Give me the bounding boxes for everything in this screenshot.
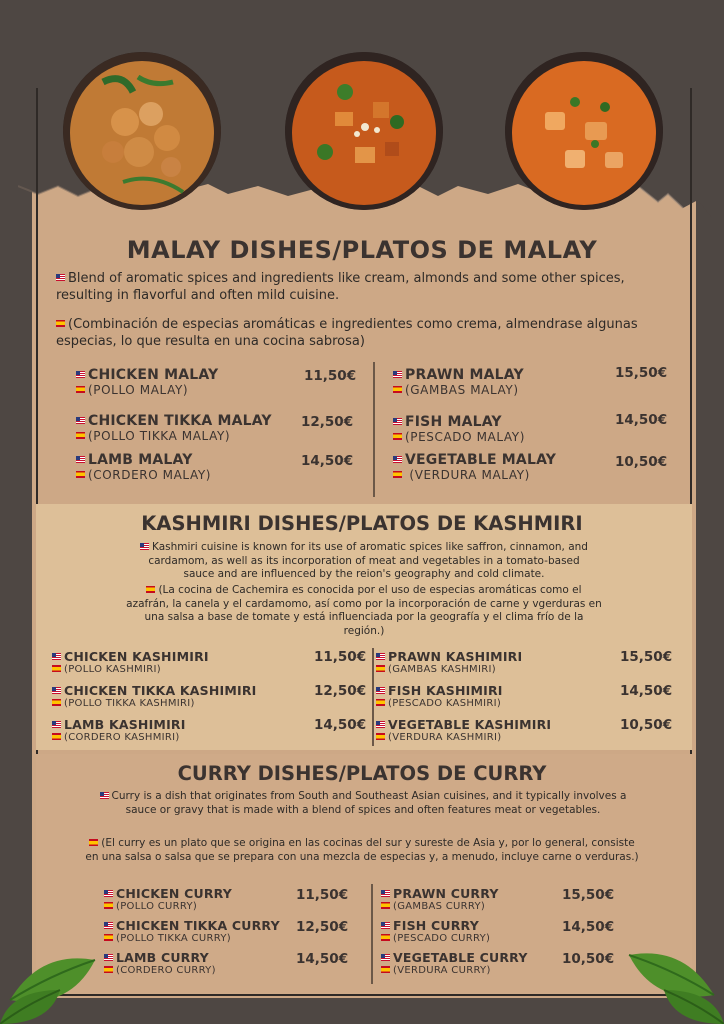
item-sub: (POLLO KASHMIRI) [64,664,161,675]
menu-item [381,950,528,976]
menu-item [52,649,209,675]
chicken-curry-plate [505,52,663,210]
item-name: CHICKEN TIKKA CURRY [116,918,280,933]
us-flag-icon [56,274,65,281]
spain-flag-icon [52,699,61,706]
spain-flag-icon [104,902,113,909]
item-price: 14,50€ [296,951,349,967]
kashmiri-desc-es [126,584,602,638]
curry-desc-es-text: (El curry es un plato que se origina en las cocinas del sur y sureste de Asia y, por lo general, consiste en una salsa o salsa que se prepara con una mezcla de especias y, a menudo, incluye carne o verduras.) [85,837,639,863]
item-name: PRAWN KASHIMIRI [388,649,523,664]
item-price: 11,50€ [304,368,357,384]
item-sub: (POLLO CURRY) [116,901,198,912]
spain-flag-icon [146,586,155,593]
item-sub: (POLLO MALAY) [88,383,189,397]
malay-column-divider [373,362,375,497]
prawn-curry-plate [63,52,221,210]
item-price: 12,50€ [314,683,367,699]
menu-item [76,452,211,482]
curry-desc-en-text: Curry is a dish that originates from South and Southeast Asian cuisines, and it typically involves a sauce or gravy that is made with a blend of spices and often features meat or vegetables. [111,790,627,816]
kashmiri-title: KASHMIRI DISHES/PLATOS DE KASHMIRI [141,512,583,535]
item-name: CHICKEN TIKKA KASHIMIRI [64,683,257,698]
menu-item [393,367,524,397]
spain-flag-icon [393,471,402,478]
item-name: LAMB CURRY [116,950,209,965]
spain-flag-icon [89,839,98,846]
item-sub: (GAMBAS CURRY) [393,901,486,912]
spain-flag-icon [376,665,385,672]
item-price: 15,50€ [620,649,673,665]
us-flag-icon [381,954,390,961]
item-name: CHICKEN KASHIMIRI [64,649,209,664]
us-flag-icon [376,653,385,660]
item-price: 11,50€ [314,649,367,665]
item-sub: (CORDERO KASHMIRI) [64,732,180,743]
kashmiri-column-divider [372,648,374,746]
item-sub: (GAMBAS KASHMIRI) [388,664,496,675]
item-price: 10,50€ [620,717,673,733]
item-price: 10,50€ [615,454,668,470]
item-price: 15,50€ [615,365,668,381]
menu-item [376,649,522,675]
spain-flag-icon [393,433,402,440]
malay-desc-es [56,316,656,350]
spain-flag-icon [76,386,85,393]
item-sub: (PESCADO CURRY) [393,933,491,944]
item-price: 14,50€ [301,453,354,469]
us-flag-icon [76,417,85,424]
us-flag-icon [376,721,385,728]
menu-item [376,683,503,709]
spain-flag-icon [376,699,385,706]
menu-item [381,918,490,944]
item-name: PRAWN MALAY [405,367,524,383]
item-sub: (POLLO TIKKA KASHMIRI) [64,698,195,709]
item-name: VEGETABLE MALAY [405,452,557,468]
item-price: 14,50€ [620,683,673,699]
item-sub: (PESCADO KASHMIRI) [388,698,502,709]
kashmiri-desc-en-text: Kashmiri cuisine is known for its use of aromatic spices like saffron, cinnamon, and cardamom, as well as its incorporation of meat and vegetables in a tomato-based sauce and are influenced by the reion's geography and cold climate. [148,541,588,580]
us-flag-icon [76,371,85,378]
us-flag-icon [100,792,109,799]
menu-item [376,717,551,743]
curry-desc-en [98,790,628,817]
basil-leaves-left [0,930,110,1024]
menu-item [393,414,525,444]
us-flag-icon [381,922,390,929]
item-price: 14,50€ [615,412,668,428]
spain-flag-icon [393,386,402,393]
item-price: 12,50€ [296,919,349,935]
menu-item [104,918,280,944]
malay-desc-en [56,270,656,304]
item-price: 11,50€ [296,887,349,903]
spain-flag-icon [376,733,385,740]
kashmiri-desc-en [136,541,592,582]
menu-item [104,886,232,912]
us-flag-icon [76,456,85,463]
malay-desc-es-text: (Combinación de especias aromáticas e ingredientes como crema, almendrase algunas especias, lo que resulta en una cocina sabrosa) [56,317,638,349]
kashmiri-desc-es-text: (La cocina de Cachemira es conocida por el uso de especias aromáticas como el azafrán, la canela y el cardamomo, así como por la incorporación de carne y vgerduras en una salsa a base de tomate y está influenciada por la geografía y el clima frío de la región.) [126,584,602,637]
us-flag-icon [393,456,402,463]
item-sub: (VERDURA KASHMIRI) [388,732,502,743]
curry-column-divider [371,884,373,984]
item-name: LAMB MALAY [88,452,193,468]
us-flag-icon [52,653,61,660]
item-price: 10,50€ [562,951,615,967]
menu-item [76,367,218,397]
us-flag-icon [381,890,390,897]
spain-flag-icon [76,471,85,478]
menu-item [104,950,216,976]
item-price: 12,50€ [301,414,354,430]
spain-flag-icon [52,733,61,740]
us-flag-icon [104,890,113,897]
item-price: 14,50€ [562,919,615,935]
item-name: PRAWN CURRY [393,886,499,901]
spain-flag-icon [381,966,390,973]
item-sub: (POLLO TIKKA MALAY) [88,429,231,443]
menu-item [393,452,556,482]
spain-flag-icon [56,320,65,327]
item-name: VEGETABLE CURRY [393,950,528,965]
item-name: LAMB KASHIMIRI [64,717,186,732]
menu-item [381,886,499,912]
item-name: FISH MALAY [405,414,502,430]
curry-title: CURRY DISHES/PLATOS DE CURRY [177,762,547,785]
us-flag-icon [376,687,385,694]
us-flag-icon [104,922,113,929]
item-sub: (CORDERO MALAY) [88,468,212,482]
menu-item [76,413,272,443]
item-sub: (PESCADO MALAY) [405,430,526,444]
us-flag-icon [393,418,402,425]
item-name: FISH KASHIMIRI [388,683,503,698]
us-flag-icon [52,687,61,694]
frame-bottom-line [36,994,692,996]
item-name: FISH CURRY [393,918,479,933]
spain-flag-icon [52,665,61,672]
malay-title: MALAY DISHES/PLATOS DE MALAY [126,236,598,264]
us-flag-icon [140,543,149,550]
malay-desc-en-text: Blend of aromatic spices and ingredients like cream, almonds and some other spices, resulting in flavorful and often mild cuisine. [56,271,625,303]
spain-flag-icon [76,432,85,439]
vegetable-curry-plate [285,52,443,210]
item-sub: (POLLO TIKKA CURRY) [116,933,231,944]
item-sub: (VERDURA CURRY) [393,965,491,976]
spain-flag-icon [381,902,390,909]
item-sub: (VERDURA MALAY) [405,468,530,482]
curry-desc-es [84,837,640,864]
basil-leaves-right [614,935,724,1024]
item-name: CHICKEN CURRY [116,886,233,901]
us-flag-icon [52,721,61,728]
item-sub: (CORDERO CURRY) [116,965,216,976]
item-sub: (GAMBAS MALAY) [405,383,519,397]
item-price: 14,50€ [314,717,367,733]
us-flag-icon [393,371,402,378]
item-price: 15,50€ [562,887,615,903]
item-name: VEGETABLE KASHIMIRI [388,717,552,732]
item-name: CHICKEN TIKKA MALAY [88,413,272,429]
menu-item [52,683,257,709]
item-name: CHICKEN MALAY [88,367,219,383]
spain-flag-icon [381,934,390,941]
menu-item [52,717,186,743]
